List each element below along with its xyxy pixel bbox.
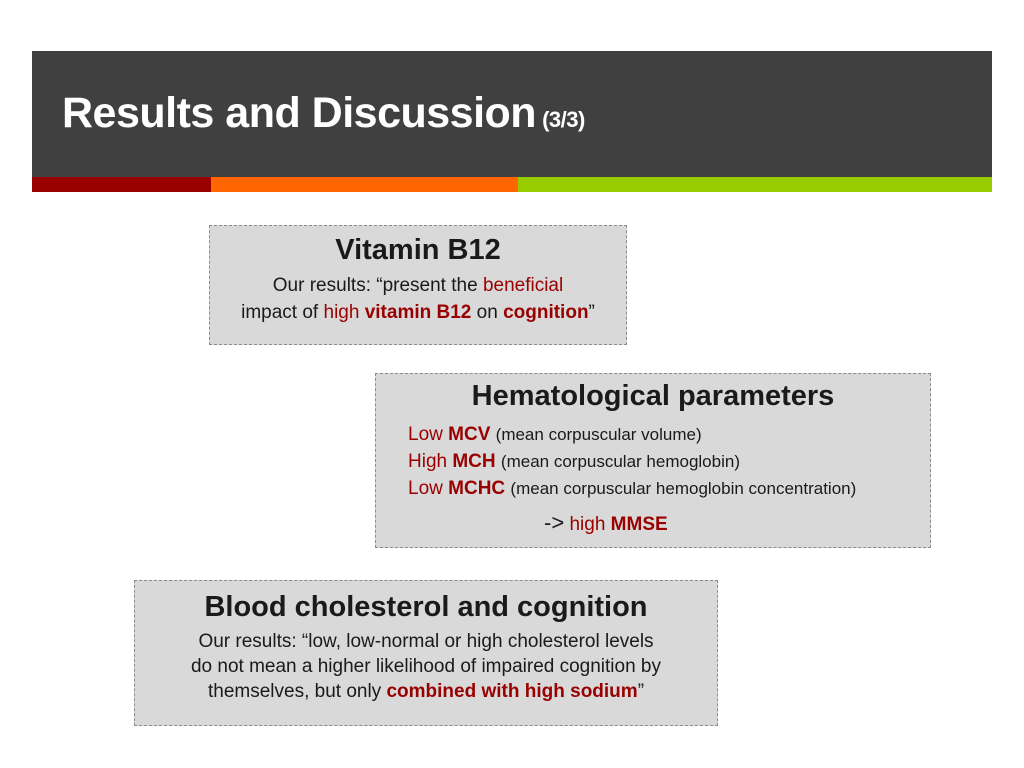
param-description: (mean corpuscular volume): [495, 425, 702, 444]
param-level: Low: [408, 424, 443, 445]
param-description: (mean corpuscular hemoglobin concentration): [510, 479, 857, 498]
highlight-beneficial: beneficial: [482, 275, 564, 296]
accent-bar-red: [32, 177, 211, 192]
text-segment: themselves, but only: [207, 681, 387, 702]
hematological-title: Hematological parameters: [471, 380, 835, 412]
slide-header: [32, 51, 992, 177]
param-description: (mean corpuscular hemoglobin): [500, 452, 740, 471]
hematological-list: [408, 421, 930, 502]
title-text: Results and Discussion: [62, 89, 537, 137]
text-segment: Our results: “present the: [272, 275, 483, 296]
list-item: [408, 448, 930, 475]
param-level: Low: [408, 478, 443, 499]
param-level: High: [408, 451, 448, 472]
highlight-vitamin-b12: vitamin B12: [364, 302, 472, 323]
arrow-icon: ->: [544, 510, 565, 535]
cholesterol-line-3: [135, 679, 717, 704]
cholesterol-title: Blood cholesterol and cognition: [204, 591, 648, 623]
list-item: [408, 421, 930, 448]
cholesterol-text: [135, 629, 717, 704]
vitamin-b12-text: [210, 272, 626, 326]
vitamin-b12-box: [209, 225, 627, 345]
cholesterol-box: [134, 580, 718, 726]
param-name: MCHC: [448, 478, 506, 499]
text-segment: on: [471, 302, 504, 323]
cholesterol-line-2: do not mean a higher likelihood of impaired cognition by: [190, 656, 662, 677]
highlight-cognition: cognition: [503, 302, 589, 323]
vitamin-b12-line-2: [210, 299, 626, 326]
cholesterol-line-1: Our results: “low, low-normal or high cholesterol levels: [198, 631, 654, 652]
vitamin-b12-line-1: [210, 272, 626, 299]
title-page-indicator: (3/3): [542, 107, 585, 132]
param-name: MCH: [452, 451, 496, 472]
hematological-box: [375, 373, 931, 548]
result-level: high: [569, 514, 606, 535]
vitamin-b12-title: Vitamin B12: [335, 234, 501, 266]
highlight-high: high: [323, 302, 360, 323]
param-name: MCV: [448, 424, 491, 445]
text-segment: impact of: [241, 302, 324, 323]
closing-quote: ”: [588, 302, 595, 323]
hematological-result: [544, 510, 930, 536]
accent-bar-green: [518, 177, 992, 192]
highlight-combined-sodium: combined with high sodium: [386, 681, 638, 702]
slide-title: [62, 89, 585, 138]
result-param: MMSE: [610, 514, 668, 535]
closing-quote: ”: [637, 681, 645, 702]
accent-bar-orange: [211, 177, 518, 192]
list-item: [408, 475, 930, 502]
